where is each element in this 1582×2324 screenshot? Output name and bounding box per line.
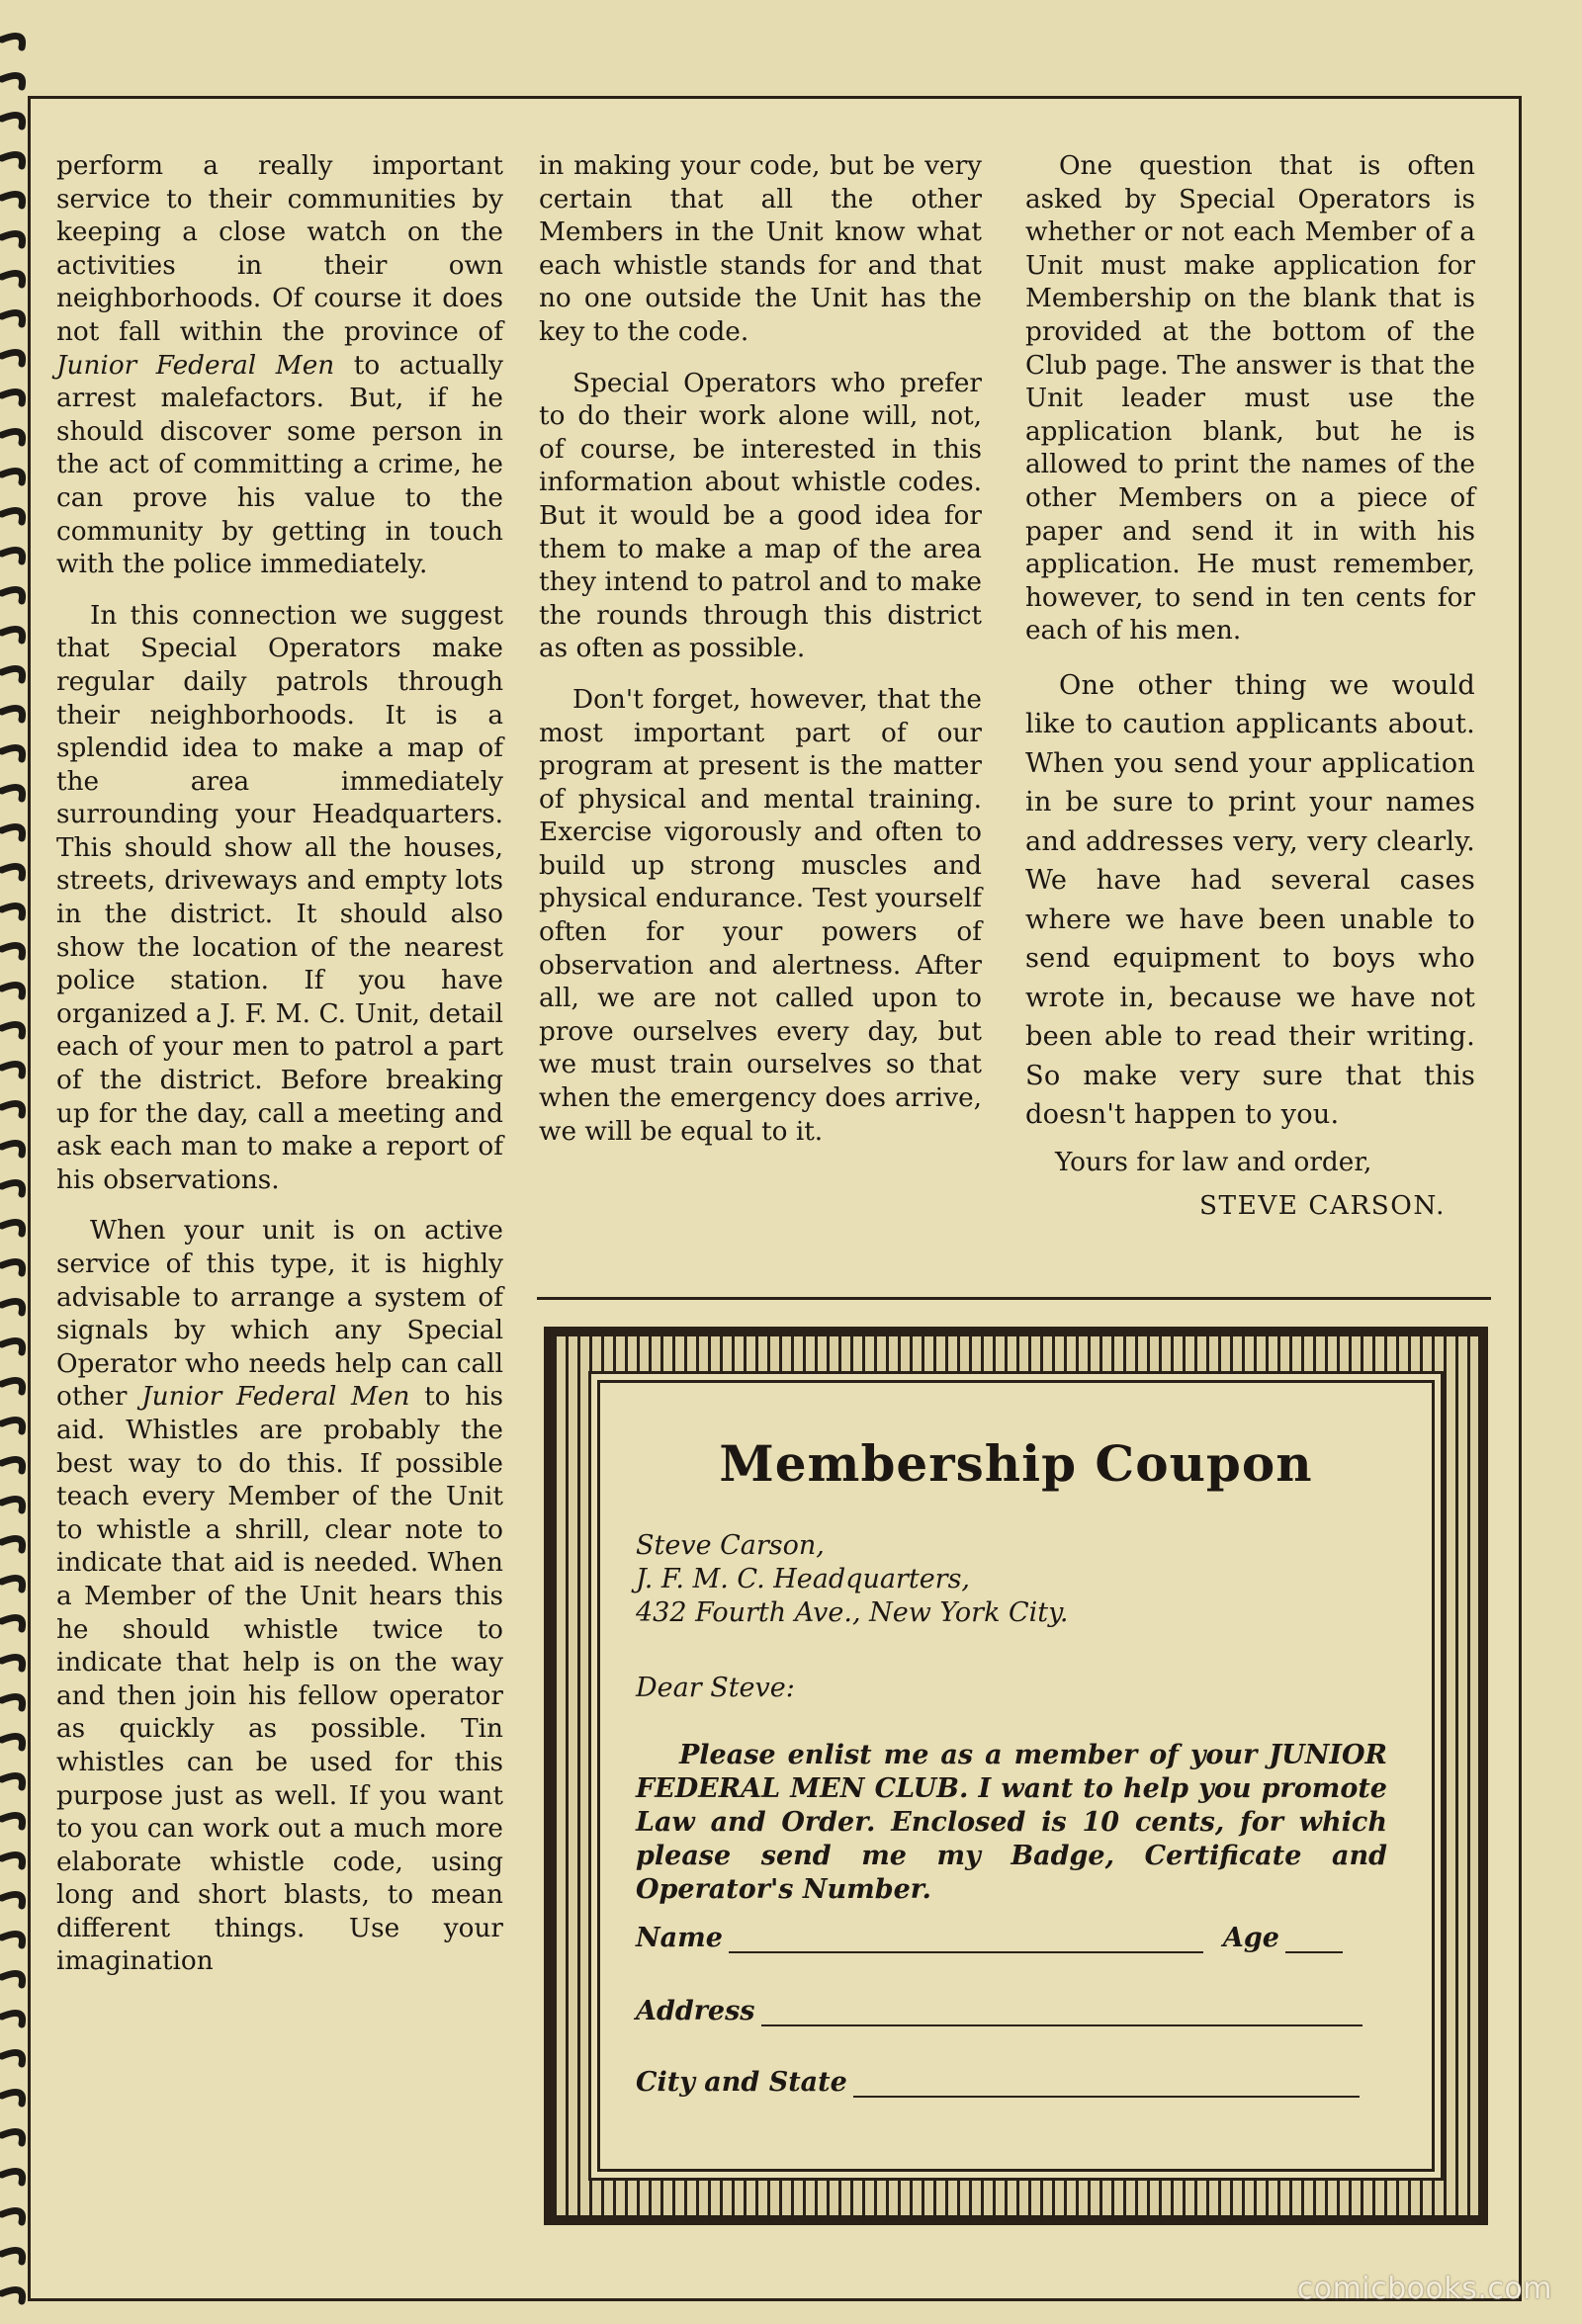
binding-coil bbox=[2, 1657, 23, 1669]
binding-coil bbox=[2, 1222, 23, 1234]
binding-coil bbox=[2, 2250, 23, 2262]
membership-coupon bbox=[544, 1327, 1488, 2225]
binding-coil bbox=[2, 1538, 23, 1550]
binding-coil bbox=[2, 945, 23, 957]
binding-coil bbox=[2, 2171, 23, 2183]
column-2 bbox=[539, 150, 982, 1149]
coupon-panel bbox=[597, 1380, 1435, 2172]
binding-coil bbox=[2, 1617, 23, 1629]
binding-coil bbox=[2, 589, 23, 601]
col2-paragraph-1: in making your code, but be very certain that all the other Members in the Unit know what each whistle stands for and that no one outside the Unit has the key to the code. bbox=[539, 151, 982, 347]
address-field[interactable] bbox=[761, 1999, 1362, 2026]
binding-coil bbox=[2, 905, 23, 917]
binding-coil bbox=[2, 866, 23, 878]
italic-run: Junior Federal Men bbox=[141, 1382, 410, 1413]
binding-coil bbox=[2, 1420, 23, 1431]
coupon-title: Membership Coupon bbox=[719, 1434, 1313, 1493]
binding-coil bbox=[2, 2013, 23, 2024]
col1-paragraph-1 bbox=[56, 150, 503, 582]
binding-coil bbox=[2, 273, 23, 285]
binding-coil bbox=[2, 2052, 23, 2064]
coupon-ornamental-border bbox=[554, 1336, 1478, 2215]
binding-coil bbox=[2, 826, 23, 838]
text-run: to actually arrest malefactors. But, if he should discover some person in the act of committing a crime, he can prove his value to the community by getting in touch with the police immediately. bbox=[56, 350, 503, 580]
address-line: J. F. M. C. Headquarters, bbox=[636, 1564, 971, 1594]
binding-coil bbox=[2, 747, 23, 759]
city-state-field[interactable] bbox=[853, 2070, 1360, 2098]
address-line: 432 Fourth Ave., New York City. bbox=[636, 1597, 1069, 1628]
sign-off: Yours for law and order, bbox=[1055, 1147, 1372, 1177]
age-field[interactable] bbox=[1285, 1926, 1343, 1953]
italic-run: Junior Federal Men bbox=[56, 350, 335, 381]
binding-coil bbox=[2, 510, 23, 522]
binding-coil bbox=[2, 2289, 23, 2301]
binding-coil bbox=[2, 1894, 23, 1906]
binding-coil bbox=[2, 352, 23, 364]
binding-coil bbox=[2, 36, 23, 47]
binding-coil bbox=[2, 1578, 23, 1590]
binding-coil bbox=[2, 391, 23, 403]
article-frame bbox=[28, 96, 1522, 2301]
address-line: Steve Carson, bbox=[636, 1530, 825, 1561]
binding-coil bbox=[2, 550, 23, 561]
binding-coil bbox=[2, 1024, 23, 1036]
binding-coil bbox=[2, 708, 23, 720]
name-field-row bbox=[636, 1923, 1343, 1953]
binding-coil bbox=[2, 1499, 23, 1510]
binding-coil bbox=[2, 1775, 23, 1787]
name-field[interactable] bbox=[729, 1926, 1203, 1953]
coupon-body: Please enlist me as a member of your JUNIOR FEDERAL MEN CLUB. I want to help you promote Law and Order. Enclosed is 10 cents, for which please send me my Badge, Certificate and Operator's Number. bbox=[636, 1740, 1387, 1905]
coupon-salutation: Dear Steve: bbox=[636, 1673, 795, 1703]
binding-coil bbox=[2, 1261, 23, 1273]
column-3 bbox=[1025, 150, 1475, 1223]
binding-coil bbox=[2, 787, 23, 799]
binding-coil bbox=[2, 1103, 23, 1115]
city-field-row bbox=[636, 2067, 1360, 2098]
name-label: Name bbox=[636, 1923, 723, 1953]
binding-coil bbox=[2, 1934, 23, 1945]
binding-coil bbox=[2, 2131, 23, 2143]
age-label: Age bbox=[1222, 1923, 1279, 1953]
column-1 bbox=[56, 150, 503, 1979]
signature: STEVE CARSON. bbox=[1199, 1190, 1446, 1221]
col2-paragraph-3: Don't forget, however, that the most important part of our program at present is the matter of physical and mental training. Exercise vigorously and often to build up strong muscles and physical endurance. Test yourself often for your powers of observation and alertness. After all, we are not called upon to prove ourselves every day, but we must train ourselves so that when the emergency does arrive, we will be equal to it. bbox=[539, 684, 982, 1147]
binding-coil bbox=[2, 1696, 23, 1708]
binding-coil bbox=[2, 194, 23, 206]
binding-coil bbox=[2, 2210, 23, 2222]
address-label: Address bbox=[636, 1996, 755, 2026]
binding-coil bbox=[2, 233, 23, 245]
text-run: When your unit is on active service of this type, it is highly advisable to arrange a system of signals by which any Special Operator who needs help can call other bbox=[56, 1216, 503, 1413]
binding-coil bbox=[2, 1736, 23, 1748]
binding-coil bbox=[2, 154, 23, 166]
binding-coil bbox=[2, 1459, 23, 1471]
binding-coil bbox=[2, 431, 23, 443]
binding-coil bbox=[2, 471, 23, 482]
coupon-divider bbox=[537, 1297, 1491, 1300]
address-field-row bbox=[636, 1996, 1362, 2026]
text-run: perform a really important service to their communities by keeping a close watch on the activities in their own neighborhoods. Of course it does not fall within the province of bbox=[56, 151, 503, 347]
watermark: comicbooks.com bbox=[1296, 2272, 1552, 2306]
col3-paragraph-2: One other thing we would like to caution applicants about. When you send your application in be sure to print your names and addresses very, very clearly. We have had several cases where we have been unable to send equipment to boys who wrote in, because we have not been able to read their writing. So make very sure that this doesn't happen to you. bbox=[1025, 669, 1475, 1131]
col2-paragraph-2: Special Operators who prefer to do their work alone will, not, of course, be interested in this information about whistle codes. But it would be a good idea for them to make a map of the area they intend to patrol and to make the rounds through this district as often as possible. bbox=[539, 368, 982, 664]
binding-coil bbox=[2, 985, 23, 996]
col1-paragraph-3 bbox=[56, 1215, 503, 1979]
col1-paragraph-2: In this connection we suggest that Special Operators make regular daily patrols through their neighborhoods. It is a splendid idea to make a map of the area immediately surrounding your Headquarters. This should show all the houses, streets, driveways and empty lots in the district. It should also show the location of the nearest police station. If you have organized a J. F. M. C. Unit, detail each of your men to patrol a part of the district. Before breaking up for the day, call a meeting and ask each man to make a report of his observations. bbox=[56, 600, 503, 1195]
binding-coil bbox=[2, 1973, 23, 1985]
binding-coil bbox=[2, 115, 23, 127]
binding-coil bbox=[2, 1815, 23, 1827]
text-run: to his aid. Whistles are probably the best way to do this. If possible teach every Member of the Unit to whistle a shrill, clear note to indicate that aid is needed. When a Member of the Unit hears this he should whistle twice to indicate that help is on the way and then join his fellow operator as quickly as possible. Tin whistles can be used for this purpose just as well. If you want to you can work out a much more elaborate whistle code, using long and short blasts, to mean different things. Use your imagination bbox=[56, 1382, 503, 1977]
binding-coil bbox=[2, 2092, 23, 2104]
binding-coil bbox=[2, 1301, 23, 1313]
binding-coil bbox=[2, 75, 23, 87]
col3-paragraph-1: One question that is often asked by Special Operators is whether or not each Member of a Unit must make application for Membership on the blank that is provided at the bottom of the Club page. The answer is that the Unit leader must use the application blank, but he is allowed to print the names of the other Members on a piece of paper and send it in with his application. He must remember, however, to send in ten cents for each of his men. bbox=[1025, 151, 1475, 646]
binding-coil bbox=[2, 1854, 23, 1866]
coupon-address bbox=[636, 1529, 1068, 1630]
binding-coil bbox=[2, 312, 23, 324]
binding-coil bbox=[2, 1143, 23, 1155]
binding-coil bbox=[2, 668, 23, 680]
binding-coil bbox=[2, 1340, 23, 1352]
binding-coil bbox=[2, 1064, 23, 1076]
binding-coil bbox=[2, 1380, 23, 1392]
binding-coil bbox=[2, 1182, 23, 1194]
binding-coil bbox=[2, 629, 23, 641]
city-state-label: City and State bbox=[636, 2067, 847, 2098]
